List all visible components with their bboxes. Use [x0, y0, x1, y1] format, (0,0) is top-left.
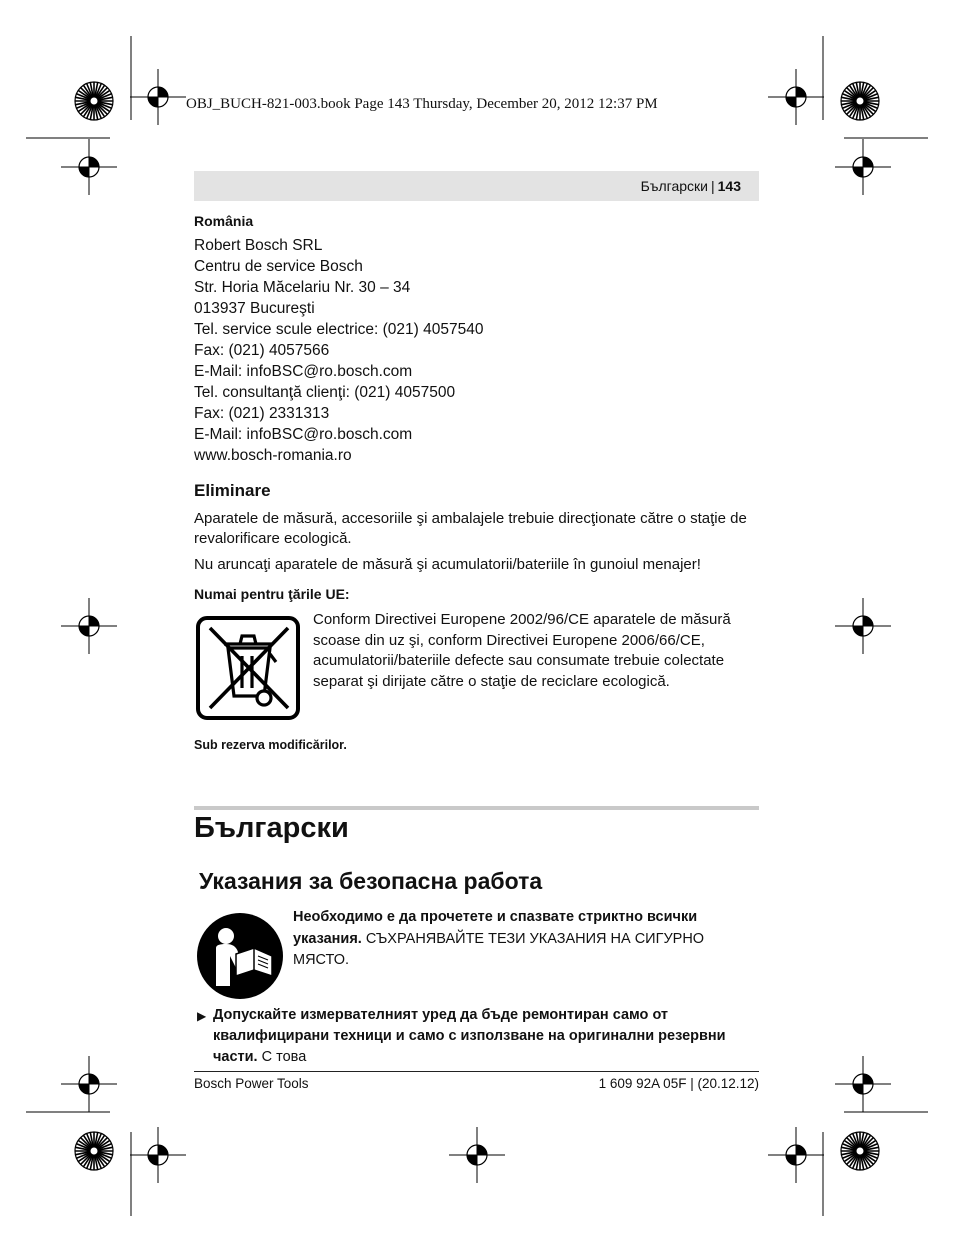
address-line: Str. Horia Măcelariu Nr. 30 – 34: [194, 279, 411, 296]
header-language: Български: [640, 178, 708, 194]
read-manual-icon: [196, 912, 284, 1000]
eliminare-heading: Eliminare: [194, 481, 271, 500]
slug-line: OBJ_BUCH-821-003.book Page 143 Thursday, December 20, 2012 12:37 PM: [186, 96, 658, 112]
read-instructions-text: [293, 907, 759, 972]
bullet-triangle-icon: ▶: [197, 1009, 207, 1023]
repair-instruction-normal: С това: [257, 1049, 307, 1065]
running-header: Български | 143: [194, 171, 759, 201]
reserve-note: Sub rezerva modificărilor.: [194, 738, 347, 752]
address-line: E-Mail: infoBSC@ro.bosch.com: [194, 426, 413, 443]
footer-rule: [194, 1071, 759, 1072]
eliminare-paragraph-1: Aparatele de măsură, accesoriile şi ambalajele trebuie direcţionate către o staţie de revalorificare ecologică.: [194, 510, 747, 547]
address-line: Tel. service scule electrice: (021) 4057540: [194, 321, 484, 338]
crossed-out-wheelie-bin-icon: [196, 616, 300, 720]
address-line: www.bosch-romania.ro: [194, 447, 352, 464]
footer-brand: Bosch Power Tools: [194, 1076, 309, 1091]
address-line: 013937 Bucureşti: [194, 300, 315, 317]
address-line: Robert Bosch SRL: [194, 237, 323, 254]
address-line: E-Mail: infoBSC@ro.bosch.com: [194, 363, 413, 380]
safety-heading: Указания за безопасна работа: [199, 868, 543, 894]
eliminare-paragraph-2: Nu aruncaţi aparatele de măsură şi acumulatorii/bateriile în gunoiul menajer!: [194, 556, 701, 573]
footer-code: 1 609 92A 05F | (20.12.12): [598, 1076, 759, 1091]
eu-directive-text: Conform Directivei Europene 2002/96/CE aparatele de măsură scoase din uz şi, conform Directivei Europene 2006/66/CE, acumulatorii/bateriile defecte sau consumate trebuie colectate separat şi dirijate către o staţie de reciclare ecologică.: [313, 611, 731, 690]
address-line: Centru de service Bosch: [194, 258, 363, 275]
read-instructions-bold: Необходимо е да прочетете и спазвате стриктно всички указания.: [293, 909, 698, 947]
repair-instruction: [213, 1005, 759, 1068]
address-line: Fax: (021) 2331313: [194, 405, 330, 422]
address-line: Tel. consultanţă clienţi: (021) 4057500: [194, 384, 456, 401]
eu-heading: Numai pentru ţările UE:: [194, 586, 350, 602]
address-line: Fax: (021) 4057566: [194, 342, 330, 359]
repair-instruction-bold: Допускайте измервателният уред да бъде ремонтиран само от квалифицирани техници и само с използване на оригинални резервни части.: [213, 1007, 726, 1065]
section-rule: [194, 806, 759, 810]
page-number: 143: [717, 178, 741, 194]
language-heading: Български: [194, 812, 349, 844]
romania-heading: România: [194, 213, 254, 229]
read-instructions-normal: СЪХРАНЯВАЙТЕ ТЕЗИ УКАЗАНИЯ НА СИГУРНО МЯСТО.: [293, 930, 705, 968]
romania-address: [194, 235, 759, 466]
